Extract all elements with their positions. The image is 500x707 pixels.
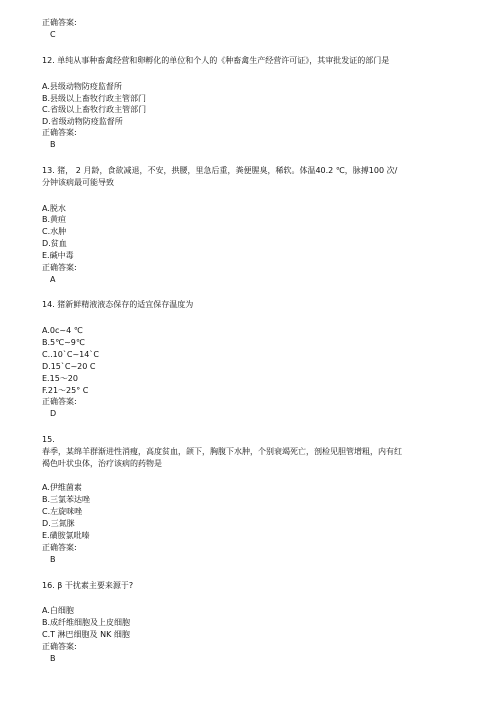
- answer-label: 正确答案:: [42, 397, 77, 406]
- option: D.省级动物防疫监督所: [42, 117, 123, 126]
- answer-label: 正确答案:: [42, 642, 77, 651]
- answer-label: 正确答案:: [42, 543, 77, 552]
- option: C..10`C~14`C: [42, 350, 99, 359]
- answer-value: D: [50, 409, 57, 418]
- answer-value: B: [50, 654, 56, 663]
- option: C.左旋咪唑: [42, 507, 83, 516]
- question-stem: 分钟该病最可能导致: [42, 178, 114, 187]
- option: D.贫血: [42, 239, 67, 248]
- option: B.成纤维细胞及上皮细胞: [42, 618, 131, 627]
- question-stem: 14. 猪新鲜精液液态保存的适宜保存温度为: [42, 300, 194, 309]
- option: E.15～20: [42, 374, 78, 383]
- answer-label: 正确答案:: [42, 18, 77, 27]
- option: C.水肿: [42, 227, 67, 236]
- option: A.脱水: [42, 204, 66, 213]
- option: A.白细胞: [42, 606, 74, 615]
- option: A.伊维菌素: [42, 483, 82, 492]
- answer-value: C: [50, 30, 56, 39]
- option: B.三氯苯达唑: [42, 495, 91, 504]
- answer-label: 正确答案:: [42, 128, 77, 137]
- option: A.0c~4 ℃: [42, 326, 83, 335]
- answer-value: B: [50, 140, 56, 149]
- question-stem: 褐色叶状虫体，治疗该病的药物是: [42, 459, 162, 468]
- option: A.县级动物防疫监督所: [42, 82, 122, 91]
- option: E.磺胺氯吡嗪: [42, 531, 90, 540]
- option: B.黄疸: [42, 215, 67, 224]
- question-stem: 春季，某绵羊群渐进性消瘦，高度贫血，颌下，胸腹下水肿，个别衰竭死亡，剖检见胆管增粗，内有红: [42, 447, 402, 456]
- answer-label: 正确答案:: [42, 263, 77, 272]
- option: C.省级以上畜牧行政主管部门: [42, 105, 147, 114]
- option: C.T 淋巴细胞及 NK 细胞: [42, 630, 130, 639]
- option: B.5℃~9℃: [42, 338, 85, 347]
- answer-value: A: [50, 275, 56, 284]
- option: F.21～25° C: [42, 386, 89, 395]
- option: D.三氮脒: [42, 519, 75, 528]
- question-stem: 12. 单纯从事种畜禽经营和卵孵化的单位和个人的《种畜禽生产经营许可证》，其审批发证的部门是: [42, 56, 390, 65]
- answer-value: B: [50, 555, 56, 564]
- option: E.碱中毒: [42, 251, 74, 260]
- option: B.县级以上畜牧行政主管部门: [42, 94, 147, 103]
- question-stem: 16. β 干扰素主要来源于?: [42, 581, 134, 590]
- question-stem: 15.: [42, 435, 55, 444]
- question-stem: 13. 猪， 2 月龄，食欲减退，不安，拱腰，里急后重，粪便腥臭，稀软。体温40.2 ℃，脉搏100 次/: [42, 166, 398, 175]
- option: D.15`C~20 C: [42, 362, 96, 371]
